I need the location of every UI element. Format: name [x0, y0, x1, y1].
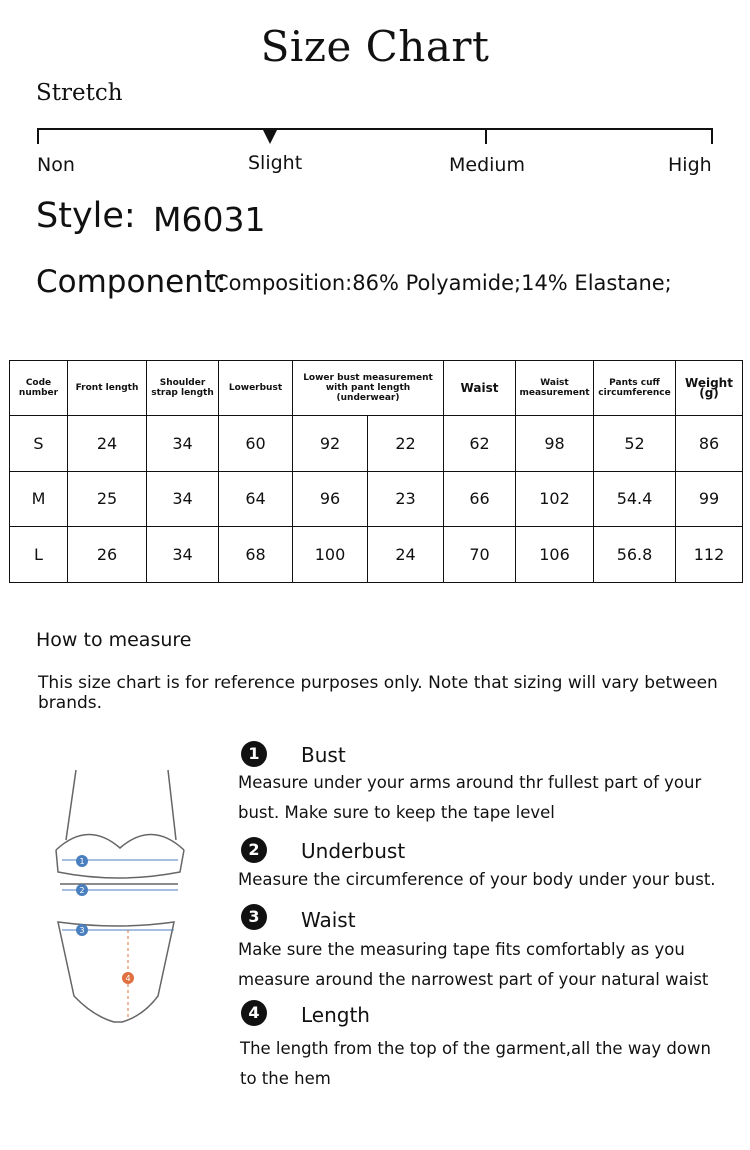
style-value: M6031: [153, 200, 266, 239]
table-cell: 60: [219, 416, 293, 472]
table-cell: 99: [676, 471, 743, 527]
table-cell: 62: [444, 416, 516, 472]
table-header: Pants cuff circumference: [594, 361, 676, 416]
svg-text:4: 4: [125, 974, 131, 983]
table-cell: L: [10, 527, 68, 583]
table-cell: 52: [594, 416, 676, 472]
table-cell: 96: [293, 471, 368, 527]
table-cell: 25: [68, 471, 147, 527]
style-label: Style:: [36, 196, 136, 236]
table-cell: 22: [368, 416, 444, 472]
measure-desc-length: The length from the top of the garment,all the way down to the hem: [240, 1039, 711, 1088]
table-cell: 64: [219, 471, 293, 527]
table-cell: 98: [516, 416, 594, 472]
table-cell: S: [10, 416, 68, 472]
table-cell: 86: [676, 416, 743, 472]
table-cell: 70: [444, 527, 516, 583]
svg-text:1: 1: [79, 857, 85, 866]
step-1-icon: 1: [241, 741, 267, 767]
table-header: Lowerbust: [219, 361, 293, 416]
svg-text:3: 3: [79, 926, 85, 935]
measure-title-underbust: Underbust: [301, 839, 406, 863]
table-header: Shoulder strap length: [147, 361, 219, 416]
table-cell: 34: [147, 527, 219, 583]
component-label: Component:: [36, 264, 227, 300]
scale-tick: [37, 128, 39, 144]
stretch-level-medium: Medium: [449, 154, 525, 176]
how-to-measure-heading: How to measure: [36, 629, 192, 651]
table-header: Waist measurement: [516, 361, 594, 416]
step-4-icon: 4: [241, 1000, 267, 1026]
measure-desc-underbust: Measure the circumference of your body under your bust.: [238, 870, 716, 889]
table-cell: 54.4: [594, 471, 676, 527]
table-cell: 24: [68, 416, 147, 472]
table-cell: 92: [293, 416, 368, 472]
component-value: Composition:86% Polyamide;14% Elastane;: [214, 271, 672, 295]
scale-tick: [485, 128, 487, 144]
table-header: Lower bust measurement with pant length (underwear): [293, 361, 444, 416]
stretch-level-non: Non: [37, 154, 75, 176]
scale-tick: [711, 128, 713, 144]
table-cell: 66: [444, 471, 516, 527]
table-header: Waist: [444, 361, 516, 416]
measure-title-length: Length: [301, 1003, 370, 1027]
table-header: Front length: [68, 361, 147, 416]
table-cell: 68: [219, 527, 293, 583]
stretch-level-slight: Slight: [248, 152, 303, 174]
table-cell: 56.8: [594, 527, 676, 583]
table-cell: 102: [516, 471, 594, 527]
table-cell: 26: [68, 527, 147, 583]
step-2-icon: 2: [241, 837, 267, 863]
measure-title-waist: Waist: [301, 908, 356, 932]
measure-desc-bust: Measure under your arms around thr fullest part of your bust. Make sure to keep the tape level: [238, 773, 702, 822]
table-cell: 112: [676, 527, 743, 583]
table-cell: M: [10, 471, 68, 527]
stretch-scale-line: [37, 128, 713, 130]
measure-desc-waist: Make sure the measuring tape fits comfortably as you measure around the narrowest part of your natural waist: [238, 940, 709, 989]
table-header-row: [10, 361, 743, 416]
table-cell: 34: [147, 416, 219, 472]
table-row: [10, 527, 743, 583]
illustration-marker-4: [122, 972, 134, 984]
bikini-diagram-icon: [48, 760, 188, 1040]
svg-text:2: 2: [79, 886, 85, 895]
table-header: Code number: [10, 361, 68, 416]
table-cell: 34: [147, 471, 219, 527]
page-title: Size Chart: [260, 22, 490, 71]
table-row: [10, 416, 743, 472]
measure-title-bust: Bust: [301, 743, 346, 767]
illustration-marker-2: [76, 884, 88, 896]
table-cell: 23: [368, 471, 444, 527]
table-header: Weight (g): [676, 361, 743, 416]
stretch-marker-icon: [263, 130, 277, 144]
table-cell: 24: [368, 527, 444, 583]
stretch-level-high: High: [668, 154, 712, 176]
table-cell: 100: [293, 527, 368, 583]
size-table: [9, 360, 743, 583]
reference-note: This size chart is for reference purposes only. Note that sizing will vary between brands.: [38, 673, 718, 713]
illustration-marker-1: [76, 855, 88, 867]
stretch-label: Stretch: [36, 80, 123, 106]
step-3-icon: 3: [241, 904, 267, 930]
table-cell: 106: [516, 527, 594, 583]
illustration-marker-3: [76, 924, 88, 936]
table-row: [10, 471, 743, 527]
